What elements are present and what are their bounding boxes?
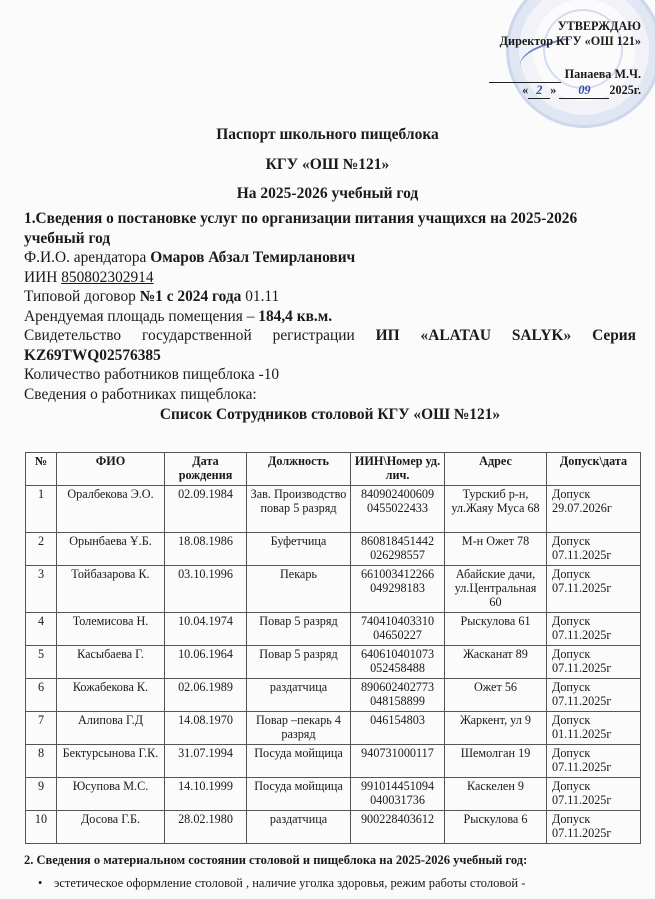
approval-signature-line <box>489 67 641 83</box>
cell-clearance: Допуск 07.11.2025г <box>547 613 641 646</box>
cell-clearance: Допуск 07.11.2025г <box>547 811 641 844</box>
cell-number: 2 <box>26 533 57 566</box>
cell-id: 991014451094 040031736 <box>351 778 445 811</box>
header-address: Адрес <box>445 453 547 486</box>
cell-name: Толемисова Н. <box>57 613 165 646</box>
workers-count: Количество работников пищеблока -10 <box>24 366 280 383</box>
certificate-holder: ИП «ALATAU SALYK» Серия <box>375 327 636 344</box>
cell-number: 9 <box>26 778 57 811</box>
cell-number: 10 <box>26 811 57 844</box>
cell-clearance: Допуск 07.11.2025г <box>547 533 641 566</box>
cell-number: 1 <box>26 486 57 533</box>
table-row <box>26 566 641 613</box>
approval-label: УТВЕРЖДАЮ <box>557 19 641 33</box>
cell-position: Зав. Производство повар 5 разряд <box>247 486 351 533</box>
approval-date <box>489 83 641 99</box>
date-year: 2025г. <box>609 83 641 97</box>
cell-position: Повар –пекарь 4 разряд <box>247 712 351 745</box>
section-2-heading: 2. Сведения о материальном состоянии столовой и пищеблока на 2025-2026 учебный год: <box>24 853 528 867</box>
approval-position: Директор КГУ «ОШ 121» <box>499 34 641 48</box>
cell-name: Касыбаева Г. <box>57 646 165 679</box>
staff-list-title: Список Сотрудников столовой КГУ «ОШ №121» <box>159 406 501 423</box>
cell-clearance: Допуск 01.11.2025г <box>547 712 641 745</box>
table-row <box>26 679 641 712</box>
header-name: ФИО <box>57 453 165 486</box>
cell-address: М-н Ожет 78 <box>445 533 547 566</box>
cell-address: Рыскулова 6 <box>445 811 547 844</box>
cell-address: Абайские дачи, ул.Центральная 60 <box>445 566 547 613</box>
area-value: 184,4 кв.м. <box>258 307 333 325</box>
cell-dob: 18.08.1986 <box>165 533 247 566</box>
cell-name: Тойбазарова К. <box>57 566 165 613</box>
area-label: Арендуемая площадь помещения – <box>24 307 259 325</box>
cell-name: Орынбаева Ұ.Б. <box>57 533 165 566</box>
table-row <box>26 646 641 679</box>
table-row <box>26 745 641 778</box>
table-row <box>26 486 641 533</box>
section-2-bullet <box>38 876 525 891</box>
table-row <box>26 613 641 646</box>
area-row <box>24 307 636 327</box>
cell-position: Повар 5 разряд <box>247 646 351 679</box>
iin-value: 850802302914 <box>61 268 154 286</box>
cell-address: Турскиб р-н, ул.Жаяу Муса 68 <box>445 486 547 533</box>
contract-date: 01.11 <box>241 288 280 305</box>
header-clearance: Допуск\дата <box>547 453 641 486</box>
cell-dob: 28.02.1980 <box>165 811 247 844</box>
table-row <box>26 778 641 811</box>
iin-label: ИИН <box>24 268 62 286</box>
cell-id: 661003412266 049298183 <box>351 566 445 613</box>
certificate-label: Свидетельство государственной регистрации <box>24 327 376 344</box>
cell-dob: 10.06.1964 <box>165 646 247 679</box>
header-id: ИИН\Номер уд. лич. <box>351 453 445 486</box>
date-open-quote: « <box>522 83 529 97</box>
cell-id: 860818451442 026298557 <box>351 533 445 566</box>
cell-clearance: Допуск 07.11.2025г <box>547 646 641 679</box>
academic-year: На 2025-2026 учебный год <box>236 185 419 202</box>
cell-id: 900228403612 <box>351 811 445 844</box>
contract-row <box>24 287 636 307</box>
cell-position: раздатчица <box>247 811 351 844</box>
cell-position: Повар 5 разряд <box>247 613 351 646</box>
date-close-quote: » <box>550 83 557 97</box>
cell-clearance: Допуск 07.11.2025г <box>547 778 641 811</box>
cell-number: 7 <box>26 712 57 745</box>
cell-clearance: Допуск 07.11.2025г <box>547 745 641 778</box>
cell-name: Юсупова М.С. <box>57 778 165 811</box>
header-number: № <box>26 453 57 486</box>
cell-position: Пекарь <box>247 566 351 613</box>
tenant-label: Ф.И.О. арендатора <box>24 249 151 266</box>
cell-clearance: Допуск 07.11.2025г <box>547 679 641 712</box>
cell-address: Каскелен 9 <box>445 778 547 811</box>
cell-position: раздатчица <box>247 679 351 712</box>
cell-number: 5 <box>26 646 57 679</box>
cell-address: Жаркент, ул 9 <box>445 712 547 745</box>
section-1 <box>24 209 636 425</box>
cell-address: Рыскулова 61 <box>445 613 547 646</box>
tenant-row <box>24 248 636 268</box>
contract-number: №1 с 2024 года <box>139 288 242 305</box>
cell-number: 8 <box>26 745 57 778</box>
cell-id: 940731000117 <box>351 745 445 778</box>
cell-dob: 10.04.1974 <box>165 613 247 646</box>
bullet-icon: • <box>38 876 43 890</box>
cell-id: 740410403310 04650227 <box>351 613 445 646</box>
cell-dob: 31.07.1994 <box>165 745 247 778</box>
contract-label: Типовой договор <box>24 288 140 305</box>
certificate-row <box>24 326 636 346</box>
table-header-row <box>26 453 641 486</box>
signature-blank <box>489 67 561 83</box>
section-1-heading: 1.Сведения о постановке услуг по организации питания учащихся на 2025-2026 учебный год <box>24 210 578 247</box>
cell-clearance: Допуск 07.11.2025г <box>547 566 641 613</box>
bullet-text: эстетическое оформление столовой , наличие уголка здоровья, режим работы столовой - <box>54 876 526 890</box>
date-month: 09 <box>559 83 609 99</box>
cell-name: Оралбекова Э.О. <box>57 486 165 533</box>
staff-table <box>25 452 641 844</box>
cell-clearance: Допуск 29.07.2026г <box>547 486 641 533</box>
cell-dob: 02.06.1989 <box>165 679 247 712</box>
cell-address: Жасканат 89 <box>445 646 547 679</box>
table-row <box>26 712 641 745</box>
cell-position: Посуда мойщица <box>247 778 351 811</box>
cell-id: 640610401073 052458488 <box>351 646 445 679</box>
cell-position: Буфетчица <box>247 533 351 566</box>
school-name: КГУ «ОШ №121» <box>265 156 390 173</box>
cell-dob: 14.08.1970 <box>165 712 247 745</box>
cell-name: Бектурсынова Г.К. <box>57 745 165 778</box>
workers-info: Сведения о работниках пищеблока: <box>24 385 257 403</box>
cell-name: Досова Г.Б. <box>57 811 165 844</box>
table-row <box>26 533 641 566</box>
cell-number: 4 <box>26 613 57 646</box>
cell-address: Шемолган 19 <box>445 745 547 778</box>
header-dob: Дата рождения <box>165 453 247 486</box>
cell-dob: 03.10.1996 <box>165 566 247 613</box>
approval-name: Панаева М.Ч. <box>564 67 641 81</box>
cell-id: 890602402773 048158899 <box>351 679 445 712</box>
cell-address: Ожет 56 <box>445 679 547 712</box>
certificate-series: KZ69TWQ02576385 <box>24 346 161 364</box>
iin-row <box>24 268 636 288</box>
cell-id: 840902400609 0455022433 <box>351 486 445 533</box>
document-title: Паспорт школьного пищеблока <box>216 126 439 143</box>
table-row <box>26 811 641 844</box>
cell-number: 3 <box>26 566 57 613</box>
cell-dob: 02.09.1984 <box>165 486 247 533</box>
cell-number: 6 <box>26 679 57 712</box>
tenant-name: Омаров Абзал Темирланович <box>150 249 356 266</box>
cell-id: 046154803 <box>351 712 445 745</box>
cell-name: Алипова Г.Д <box>57 712 165 745</box>
date-day: 2 <box>528 83 550 99</box>
cell-name: Кожабекова К. <box>57 679 165 712</box>
header-position: Должность <box>247 453 351 486</box>
cell-dob: 14.10.1999 <box>165 778 247 811</box>
approval-block <box>489 19 641 99</box>
cell-position: Посуда мойщица <box>247 745 351 778</box>
